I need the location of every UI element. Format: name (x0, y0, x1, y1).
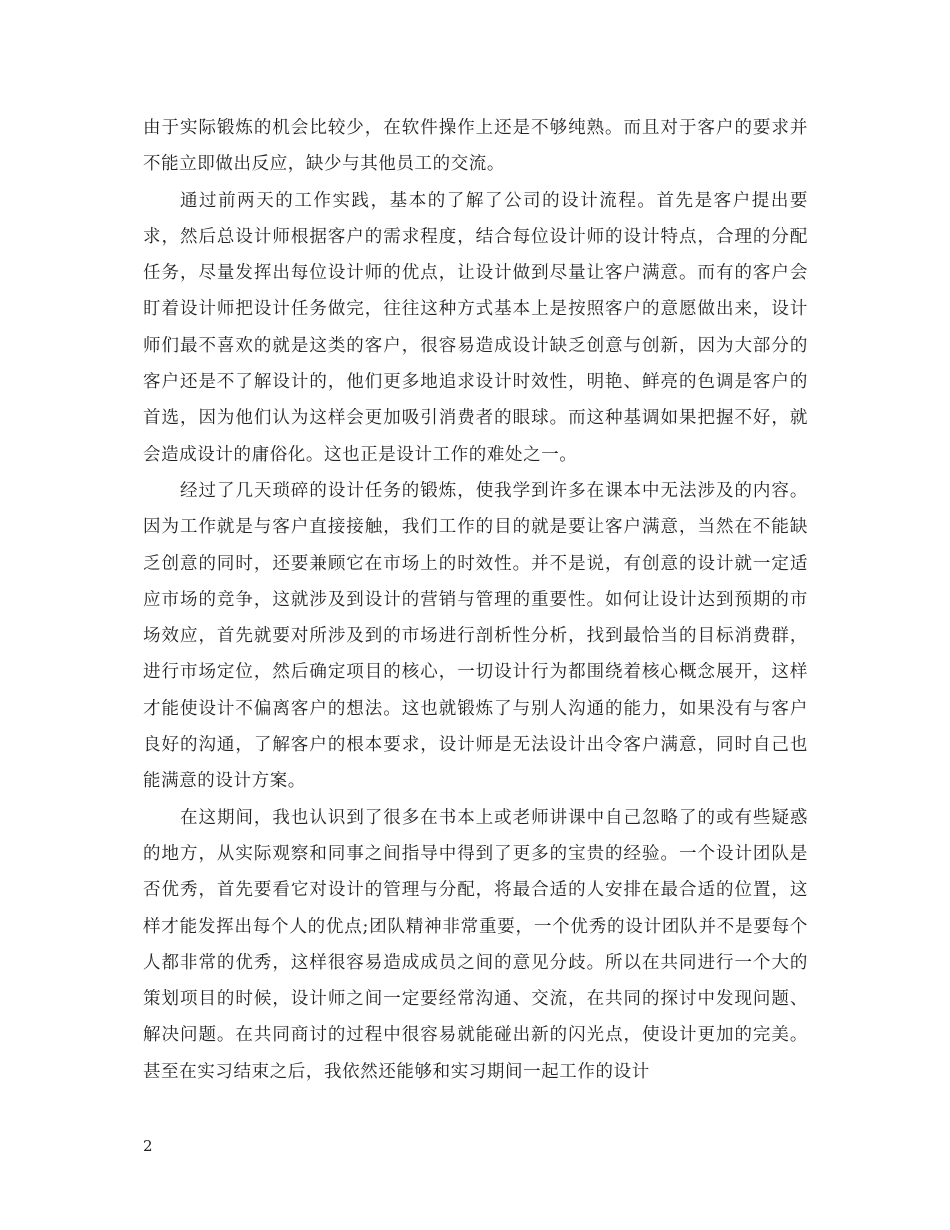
page-number: 2 (143, 1137, 153, 1155)
paragraph-3: 经过了几天琐碎的设计任务的锻炼，使我学到许多在课本中无法涉及的内容。因为工作就是与客户直接接触，我们工作的目的就是要让客户满意，当然在不能缺乏创意的同时，还要兼顾它在市场上的时效性。并不是说，有创意的设计就一定适应市场的竞争，这就涉及到设计的营销与管理的重要性。如何让设计达到预期的市场效应，首先就要对所涉及到的市场进行剖析性分析，找到最恰当的目标消费群，进行市场定位，然后确定项目的核心，一切设计行为都围绕着核心概念展开，这样才能使设计不偏离客户的想法。这也就锻炼了与别人沟通的能力，如果没有与客户良好的沟通，了解客户的根本要求，设计师是无法设计出令客户满意，同时自己也能满意的设计方案。 (143, 480, 808, 792)
paragraph-2: 通过前两天的工作实践，基本的了解了公司的设计流程。首先是客户提出要求，然后总设计师根据客户的需求程度，结合每位设计师的设计特点，合理的分配任务，尽量发挥出每位设计师的优点，让设计做到尽量让客户满意。而有的客户会盯着设计师把设计任务做完，往往这种方式基本上是按照客户的意愿做出来，设计师们最不喜欢的就是这类的客户，很容易造成设计缺乏创意与创新，因为大部分的客户还是不了解设计的，他们更多地追求设计时效性，明艳、鲜亮的色调是客户的首选，因为他们认为这样会更加吸引消费者的眼球。而这种基调如果把握不好，就会造成设计的庸俗化。这也正是设计工作的难处之一。 (143, 190, 808, 465)
body-text (143, 110, 808, 1090)
paragraph-4: 在这期间，我也认识到了很多在书本上或老师讲课中自己忽略了的或有些疑惑的地方，从实际观察和同事之间指导中得到了更多的宝贵的经验。一个设计团队是否优秀，首先要看它对设计的管理与分配，将最合适的人安排在最合适的位置，这样才能发挥出每个人的优点;团队精神非常重要，一个优秀的设计团队并不是要每个人都非常的优秀，这样很容易造成成员之间的意见分歧。所以在共同进行一个大的策划项目的时候，设计师之间一定要经常沟通、交流，在共同的探讨中发现问题、解决问题。在共同商讨的过程中很容易就能碰出新的闪光点，使设计更加的完美。甚至在实习结束之后，我依然还能够和实习期间一起工作的设计 (143, 807, 808, 1082)
paragraph-1: 由于实际锻炼的机会比较少，在软件操作上还是不够纯熟。而且对于客户的要求并不能立即做出反应，缺少与其他员工的交流。 (143, 118, 808, 175)
